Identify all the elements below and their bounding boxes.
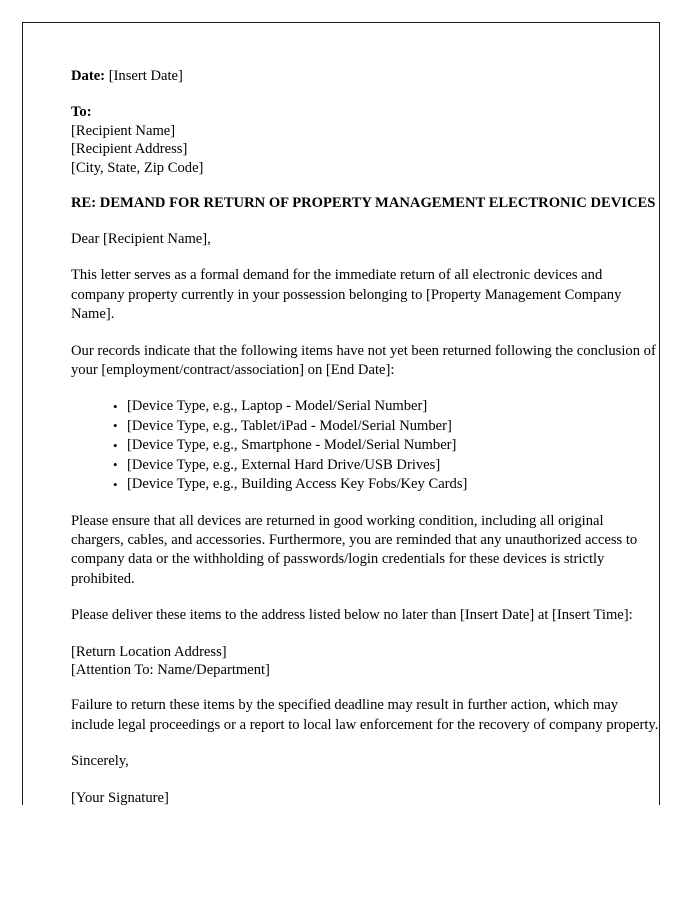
paragraph-demand: This letter serves as a formal demand for the immediate return of all electronic devices and company property currently in your possession belonging to [Property Management Company Name]. [71,267,622,323]
paragraph-delivery: Please deliver these items to the address listed below no later than [Insert Date] at [Insert Time]: [71,607,633,624]
letter-body [71,67,659,825]
return-attention-line: [Attention To: Name/Department] [71,661,270,678]
subject-line: RE: DEMAND FOR RETURN OF PROPERTY MANAGEMENT ELECTRONIC DEVICES [71,195,656,212]
salutation: Dear [Recipient Name], [71,231,211,248]
document-page [22,22,660,805]
list-item: • [Device Type, e.g., Laptop - Model/Serial Number] [113,397,659,416]
to-label: To: [71,104,92,121]
paragraph-records: Our records indicate that the following items have not yet been returned following the conclusion of your [employment/contract/association] on [End Date]: [71,342,656,379]
device-list [71,397,659,494]
return-address-block [71,643,659,680]
date-line [71,67,659,86]
closing: Sincerely, [71,753,129,770]
list-item: • [Device Type, e.g., Building Access Key Fobs/Key Cards] [113,475,659,494]
date-value: [Insert Date] [108,68,183,84]
date-label: Date: [71,68,106,84]
return-location-address: [Return Location Address] [71,643,227,660]
paragraph-condition: Please ensure that all devices are returned in good working condition, including all original chargers, cables, and accessories. Furthermore, you are reminded that any unauthorized access to company data or the withholding of passwords/login credentials for these devices is strictly prohibited. [71,512,638,587]
list-item: • [Device Type, e.g., Tablet/iPad - Model/Serial Number] [113,417,659,436]
recipient-name: [Recipient Name] [71,122,176,139]
recipient-city-state-zip: [City, State, Zip Code] [71,159,204,176]
list-item: • [Device Type, e.g., Smartphone - Model/Serial Number] [113,436,659,455]
signature-placeholder: [Your Signature] [71,789,169,806]
recipient-block [71,103,659,177]
list-item: • [Device Type, e.g., External Hard Drive/USB Drives] [113,456,659,475]
paragraph-failure: Failure to return these items by the specified deadline may result in further action, which may include legal proceedings or a report to local law enforcement for the recovery of company property. [71,697,659,733]
recipient-address: [Recipient Address] [71,141,188,158]
